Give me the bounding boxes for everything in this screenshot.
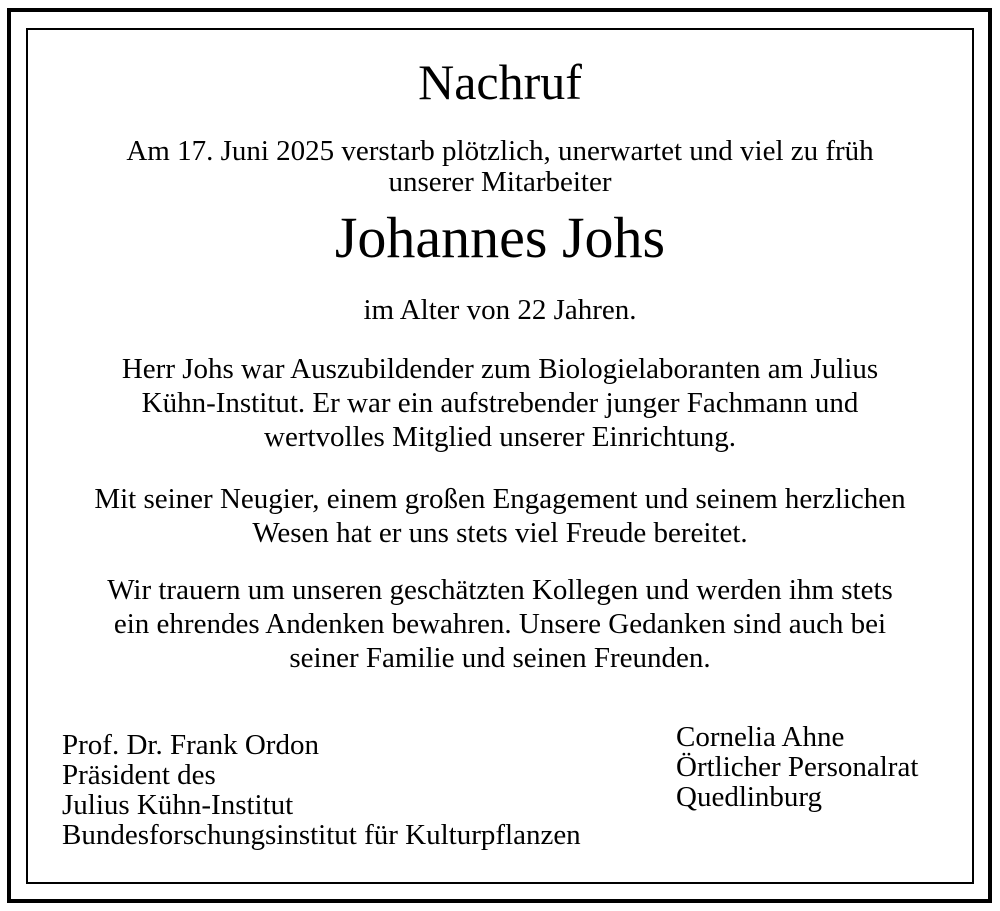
paragraph-line: Mit seiner Neugier, einem großen Engagement und seinem herzlichen bbox=[94, 483, 906, 515]
signatory-name: Prof. Dr. Frank Ordon bbox=[62, 729, 319, 761]
signatory-right bbox=[676, 722, 918, 812]
signatory-role: Örtlicher Personalrat bbox=[676, 751, 919, 783]
signatory-institution-subtitle: Bundesforschungsinstitut für Kulturpflanzen bbox=[62, 819, 581, 851]
notice-heading: Nachruf bbox=[418, 54, 582, 110]
paragraph-line: seiner Familie und seinen Freunden. bbox=[289, 642, 711, 674]
paragraph-apprenticeship bbox=[30, 352, 970, 454]
paragraph-mourning bbox=[30, 573, 970, 675]
signatory-location: Quedlinburg bbox=[676, 781, 823, 813]
signatory-role: Präsident des bbox=[62, 759, 216, 791]
signatory-institution: Julius Kühn-Institut bbox=[62, 789, 294, 821]
paragraph-line: Herr Johs war Auszubildender zum Biologielaboranten am Julius bbox=[121, 353, 879, 385]
age-line: im Alter von 22 Jahren. bbox=[363, 294, 637, 326]
intro-line: unserer Mitarbeiter bbox=[388, 166, 612, 198]
signatory-name: Cornelia Ahne bbox=[676, 721, 845, 753]
intro-line: Am 17. Juni 2025 verstarb plötzlich, unerwartet und viel zu früh bbox=[126, 135, 874, 167]
paragraph-line: wertvolles Mitglied unserer Einrichtung. bbox=[264, 421, 736, 453]
paragraph-line: Kühn-Institut. Er war ein aufstrebender junger Fachmann und bbox=[141, 387, 859, 419]
paragraph-line: Wesen hat er uns stets viel Freude bereitet. bbox=[252, 517, 748, 549]
deceased-name: Johannes Johs bbox=[334, 205, 666, 270]
signatory-left bbox=[62, 730, 581, 850]
paragraph-line: Wir trauern um unseren geschätzten Kollegen und werden ihm stets bbox=[107, 574, 893, 606]
intro-text bbox=[30, 136, 970, 198]
paragraph-character bbox=[30, 482, 970, 550]
paragraph-line: ein ehrendes Andenken bewahren. Unsere Gedanken sind auch bei bbox=[113, 608, 887, 640]
